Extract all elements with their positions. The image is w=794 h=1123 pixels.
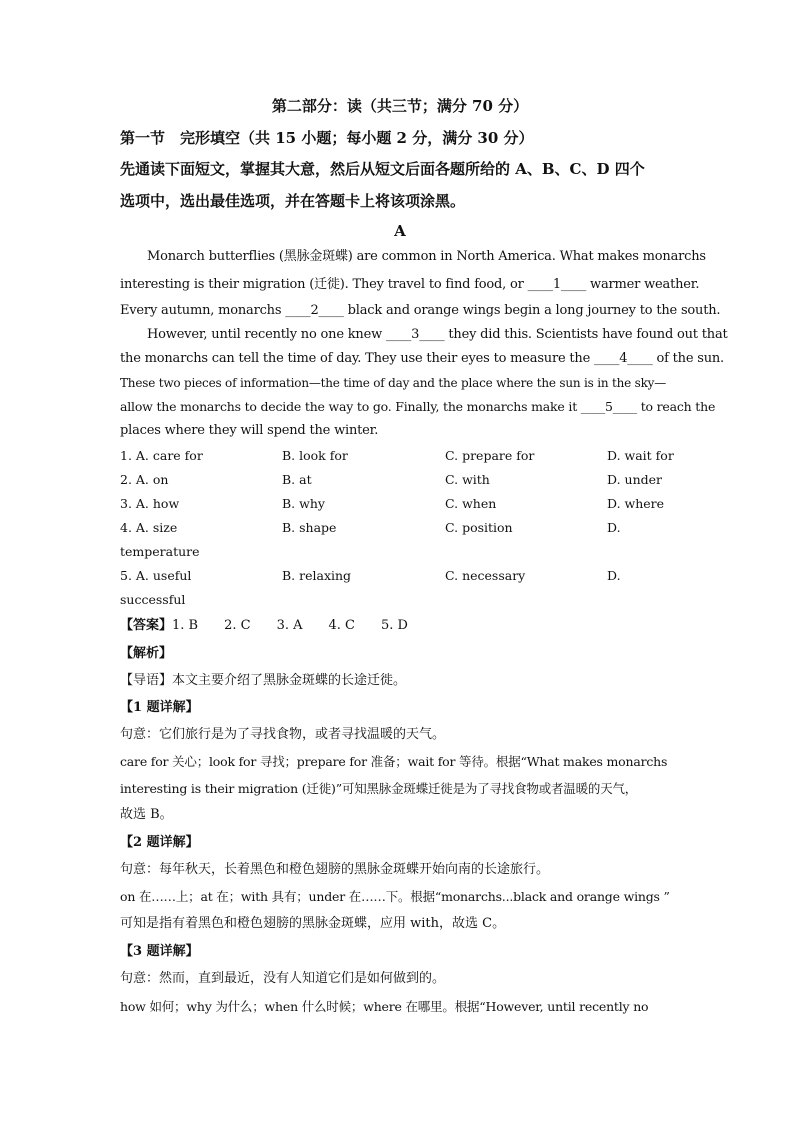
passage-p1-line-1: Monarch butterflies (黑脉金斑蝶) are common in North America. What makes monarchs [147,249,706,264]
q2-detail-line-1: on 在……上；at 在；with 具有；under 在……下。根据“monarchs...black and orange wings ” [120,889,670,904]
q2-option-a: 2. A. on [120,472,169,487]
q3-option-d: D. where [607,496,665,511]
blank-3: ____3____ [385,327,445,342]
q4-option-d-text: temperature [120,544,200,559]
blank-5: ____5____ [580,399,637,414]
q2-option-c: C. with [445,472,490,487]
passage-p1-line-3 [120,302,721,320]
passage-text: they did this. Scientists have found out that [444,327,728,342]
analysis-guide: 【导语】本文主要介绍了黑脉金斑蝶的长途迁徙。 [120,673,407,688]
passage-text: allow the monarchs to decide the way to go. Finally, the monarchs make it [120,399,581,414]
passage-letter: A [394,222,406,240]
passage-text: interesting is their migration (迁徙). They travel to find food, or [120,277,528,292]
q2-option-d: D. under [607,472,662,487]
q1-option-b: B. look for [282,448,348,463]
q1-option-d: D. wait for [607,448,674,463]
q3-option-c: C. when [445,496,497,511]
q3-detail-title: 【3 题详解】 [120,944,199,959]
passage-p1-line-2 [120,276,700,294]
passage-text: However, until recently no one knew [147,327,386,342]
part-title: 第二部分：读（共三节；满分 70 分） [271,97,529,115]
instruction-line-1: 先通读下面短文，掌握其大意，然后从短文后面各题所给的 A、B、C、D 四个 [120,160,645,178]
q1-detail-line-1: care for 关心；look for 寻找；prepare for 准备；wait for 等待。根据“What makes monarchs [120,754,668,769]
q3-option-b: B. why [282,496,325,511]
q2-option-b: B. at [282,472,312,487]
q4-option-a: 4. A. size [120,520,178,535]
passage-p2-line-1 [147,326,728,344]
q3-detail-meaning: 句意：然而，直到最近，没有人知道它们是如何做到的。 [120,971,446,986]
blank-4: ____4____ [594,351,653,366]
q5-option-c: C. necessary [445,568,526,583]
q2-detail-title: 【2 题详解】 [120,835,199,850]
q4-option-b: B. shape [282,520,337,535]
blank-1: ____1____ [527,277,587,292]
passage-p2-line-2 [120,350,724,368]
q1-option-a: 1. A. care for [120,448,203,463]
answer-label: 【答案】 [120,618,173,633]
answer-line [120,617,680,635]
passage-text: warmer weather. [586,277,700,292]
q1-option-c: C. prepare for [445,448,535,463]
q5-option-b: B. relaxing [282,568,352,583]
q1-detail-meaning: 句意：它们旅行是为了寻找食物，或者寻找温暖的天气。 [120,727,446,742]
passage-text: to reach the [636,399,716,414]
q1-detail-line-2: interesting is their migration (迁徙)”可知黑脉金斑蝶迁徙是为了寻找食物或者温暖的天气， [120,781,638,796]
passage-p2-line-5: places where they will spend the winter. [120,423,379,438]
passage-text: the monarchs can tell the time of day. They use their eyes to measure the [120,351,595,366]
q1-detail-title: 【1 题详解】 [120,700,199,715]
passage-text: black and orange wings begin a long journey to the south. [343,303,721,318]
passage-text: of the sun. [652,351,724,366]
q5-option-d-text: successful [120,592,186,607]
answer-values: 1. B 2. C 3. A 4. C 5. D [172,618,408,633]
passage-text: Every autumn, monarchs [120,303,286,318]
q5-option-a: 5. A. useful [120,568,192,583]
passage-p2-line-4 [120,398,716,416]
analysis-label: 【解析】 [120,646,173,661]
q4-option-d: D. [607,520,621,535]
q2-detail-meaning: 句意：每年秋天，长着黑色和橙色翅膀的黑脉金斑蝶开始向南的长途旅行。 [120,862,550,877]
q5-option-d: D. [607,568,621,583]
q2-detail-line-2: 可知是指有着黑色和橙色翅膀的黑脉金斑蝶，应用 with，故选 C。 [120,916,506,931]
section-title: 第一节 完形填空（共 15 小题；每小题 2 分，满分 30 分） [120,129,534,147]
passage-p2-line-3: These two pieces of information—the time of day and the place where the sun is in the sky— [120,376,667,390]
blank-2: ____2____ [285,303,344,318]
q4-option-c: C. position [445,520,513,535]
q1-detail-line-3: 故选 B。 [120,807,173,822]
q3-option-a: 3. A. how [120,496,180,511]
q3-detail-line-1: how 如何；why 为什么；when 什么时候；where 在哪里。根据“However, until recently no [120,999,649,1014]
instruction-line-2: 选项中，选出最佳选项，并在答题卡上将该项涂黑。 [120,192,466,210]
